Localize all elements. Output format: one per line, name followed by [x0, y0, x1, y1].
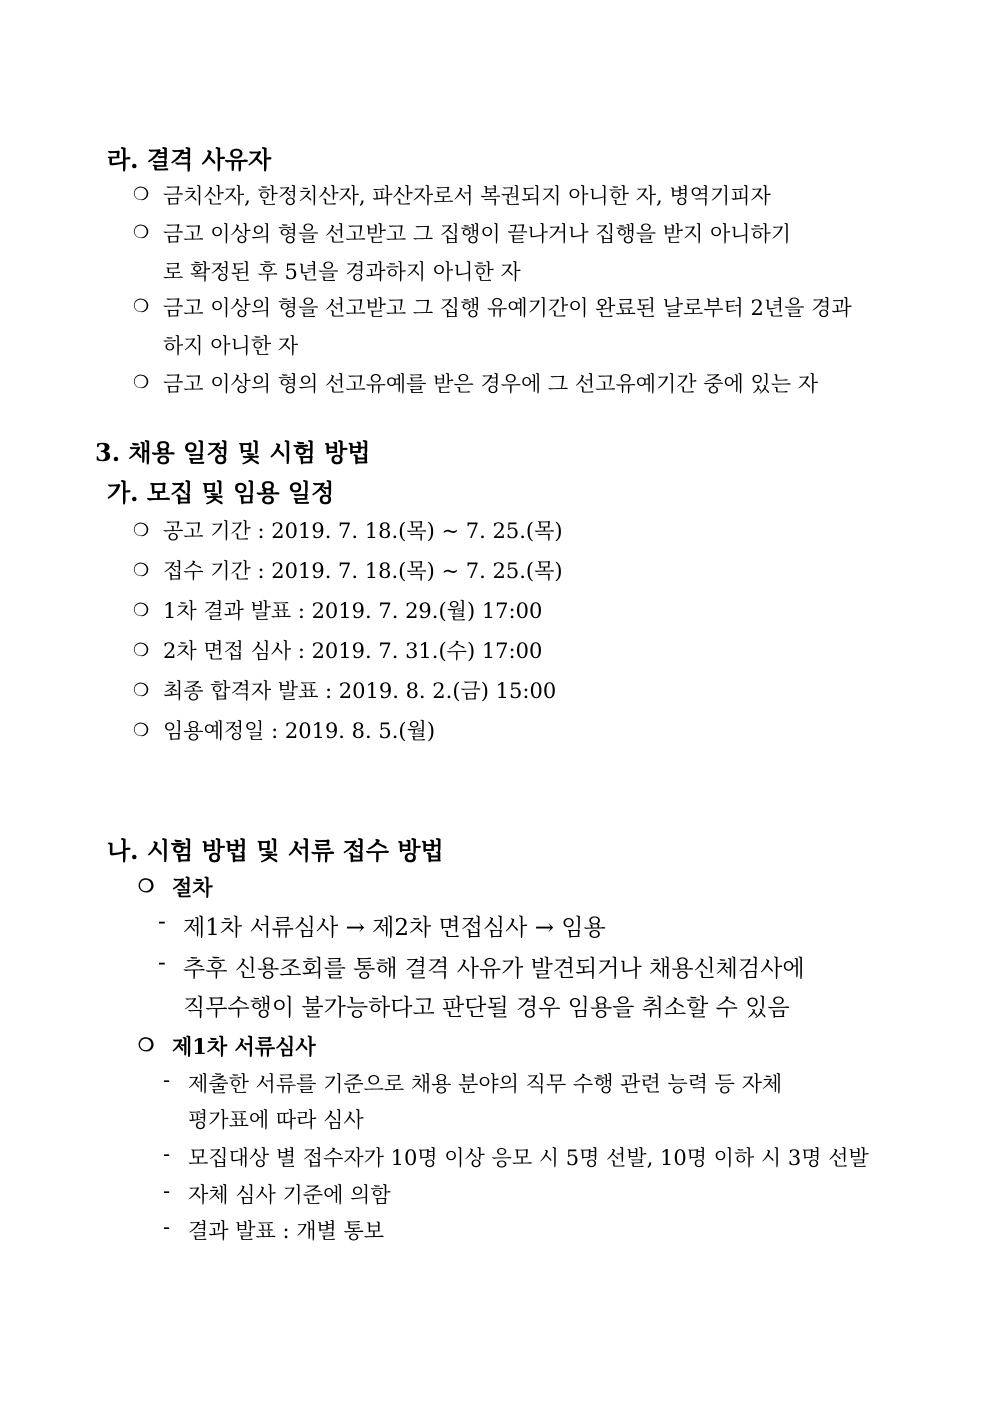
- disqualification-item: 금치산자, 한정치산자, 파산자로서 복권되지 아니한 자, 병역기피자: [163, 184, 771, 208]
- bullet-icon: ❍: [133, 372, 150, 393]
- bullet-icon: ❍: [133, 184, 150, 205]
- disqualification-item-continued: 로 확정된 후 5년을 경과하지 아니한 자: [163, 260, 521, 284]
- section-heading-disqualification: 라. 결격 사유자: [107, 145, 272, 174]
- disqualification-item: 금고 이상의 형을 선고받고 그 집행이 끝나거나 집행을 받지 아니하기: [163, 222, 792, 246]
- bullet-icon: ❍: [138, 876, 155, 897]
- schedule-item: 최종 합격자 발표 : 2019. 8. 2.(금) 15:00: [163, 679, 557, 703]
- procedure-item: 추후 신용조회를 통해 결격 사유가 발견되거나 채용신체검사에: [183, 956, 805, 982]
- screening-item: 자체 심사 기준에 의함: [188, 1183, 391, 1207]
- section-heading-schedule-method: 3. 채용 일정 및 시험 방법: [95, 438, 371, 467]
- procedure-title: 절차: [172, 875, 213, 900]
- screening-item: 모집대상 별 접수자가 10명 이상 응모 시 5명 선발, 10명 이하 시 3명 선발: [188, 1146, 869, 1170]
- dash-icon: -: [158, 909, 166, 935]
- disqualification-item: 금고 이상의 형을 선고받고 그 집행 유예기간이 완료된 날로부터 2년을 경과: [163, 296, 852, 320]
- bullet-icon: ❍: [133, 520, 150, 541]
- procedure-item-continued: 직무수행이 불가능하다고 판단될 경우 임용을 취소할 수 있음: [183, 995, 790, 1021]
- screening-title: 제1차 서류심사: [172, 1034, 316, 1059]
- dash-icon: -: [163, 1179, 171, 1203]
- schedule-item: 임용예정일 : 2019. 8. 5.(월): [163, 719, 436, 743]
- schedule-item: 공고 기간 : 2019. 7. 18.(목) ~ 7. 25.(목): [163, 519, 563, 543]
- bullet-icon: ❍: [138, 1035, 155, 1056]
- dash-icon: -: [163, 1142, 171, 1166]
- schedule-item: 2차 면접 심사 : 2019. 7. 31.(수) 17:00: [163, 639, 543, 663]
- screening-item: 결과 발표 : 개별 통보: [188, 1219, 385, 1243]
- screening-item: 제출한 서류를 기준으로 채용 분야의 직무 수행 관련 능력 등 자체: [188, 1072, 783, 1096]
- dash-icon: -: [163, 1068, 171, 1092]
- dash-icon: -: [163, 1215, 171, 1239]
- bullet-icon: ❍: [133, 720, 150, 741]
- bullet-icon: ❍: [133, 222, 150, 243]
- bullet-icon: ❍: [133, 680, 150, 701]
- schedule-item: 1차 결과 발표 : 2019. 7. 29.(월) 17:00: [163, 599, 543, 623]
- bullet-icon: ❍: [133, 600, 150, 621]
- bullet-icon: ❍: [133, 296, 150, 317]
- subsection-heading-exam-method: 나. 시험 방법 및 서류 접수 방법: [107, 836, 444, 865]
- bullet-icon: ❍: [133, 560, 150, 581]
- schedule-item: 접수 기간 : 2019. 7. 18.(목) ~ 7. 25.(목): [163, 559, 563, 583]
- bullet-icon: ❍: [133, 640, 150, 661]
- dash-icon: -: [158, 950, 166, 976]
- procedure-item: 제1차 서류심사 → 제2차 면접심사 → 임용: [183, 915, 606, 941]
- screening-item-continued: 평가표에 따라 심사: [188, 1108, 364, 1132]
- subsection-heading-schedule: 가. 모집 및 임용 일정: [107, 478, 335, 507]
- disqualification-item: 금고 이상의 형의 선고유예를 받은 경우에 그 선고유예기간 중에 있는 자: [163, 372, 819, 396]
- disqualification-item-continued: 하지 아니한 자: [163, 334, 299, 358]
